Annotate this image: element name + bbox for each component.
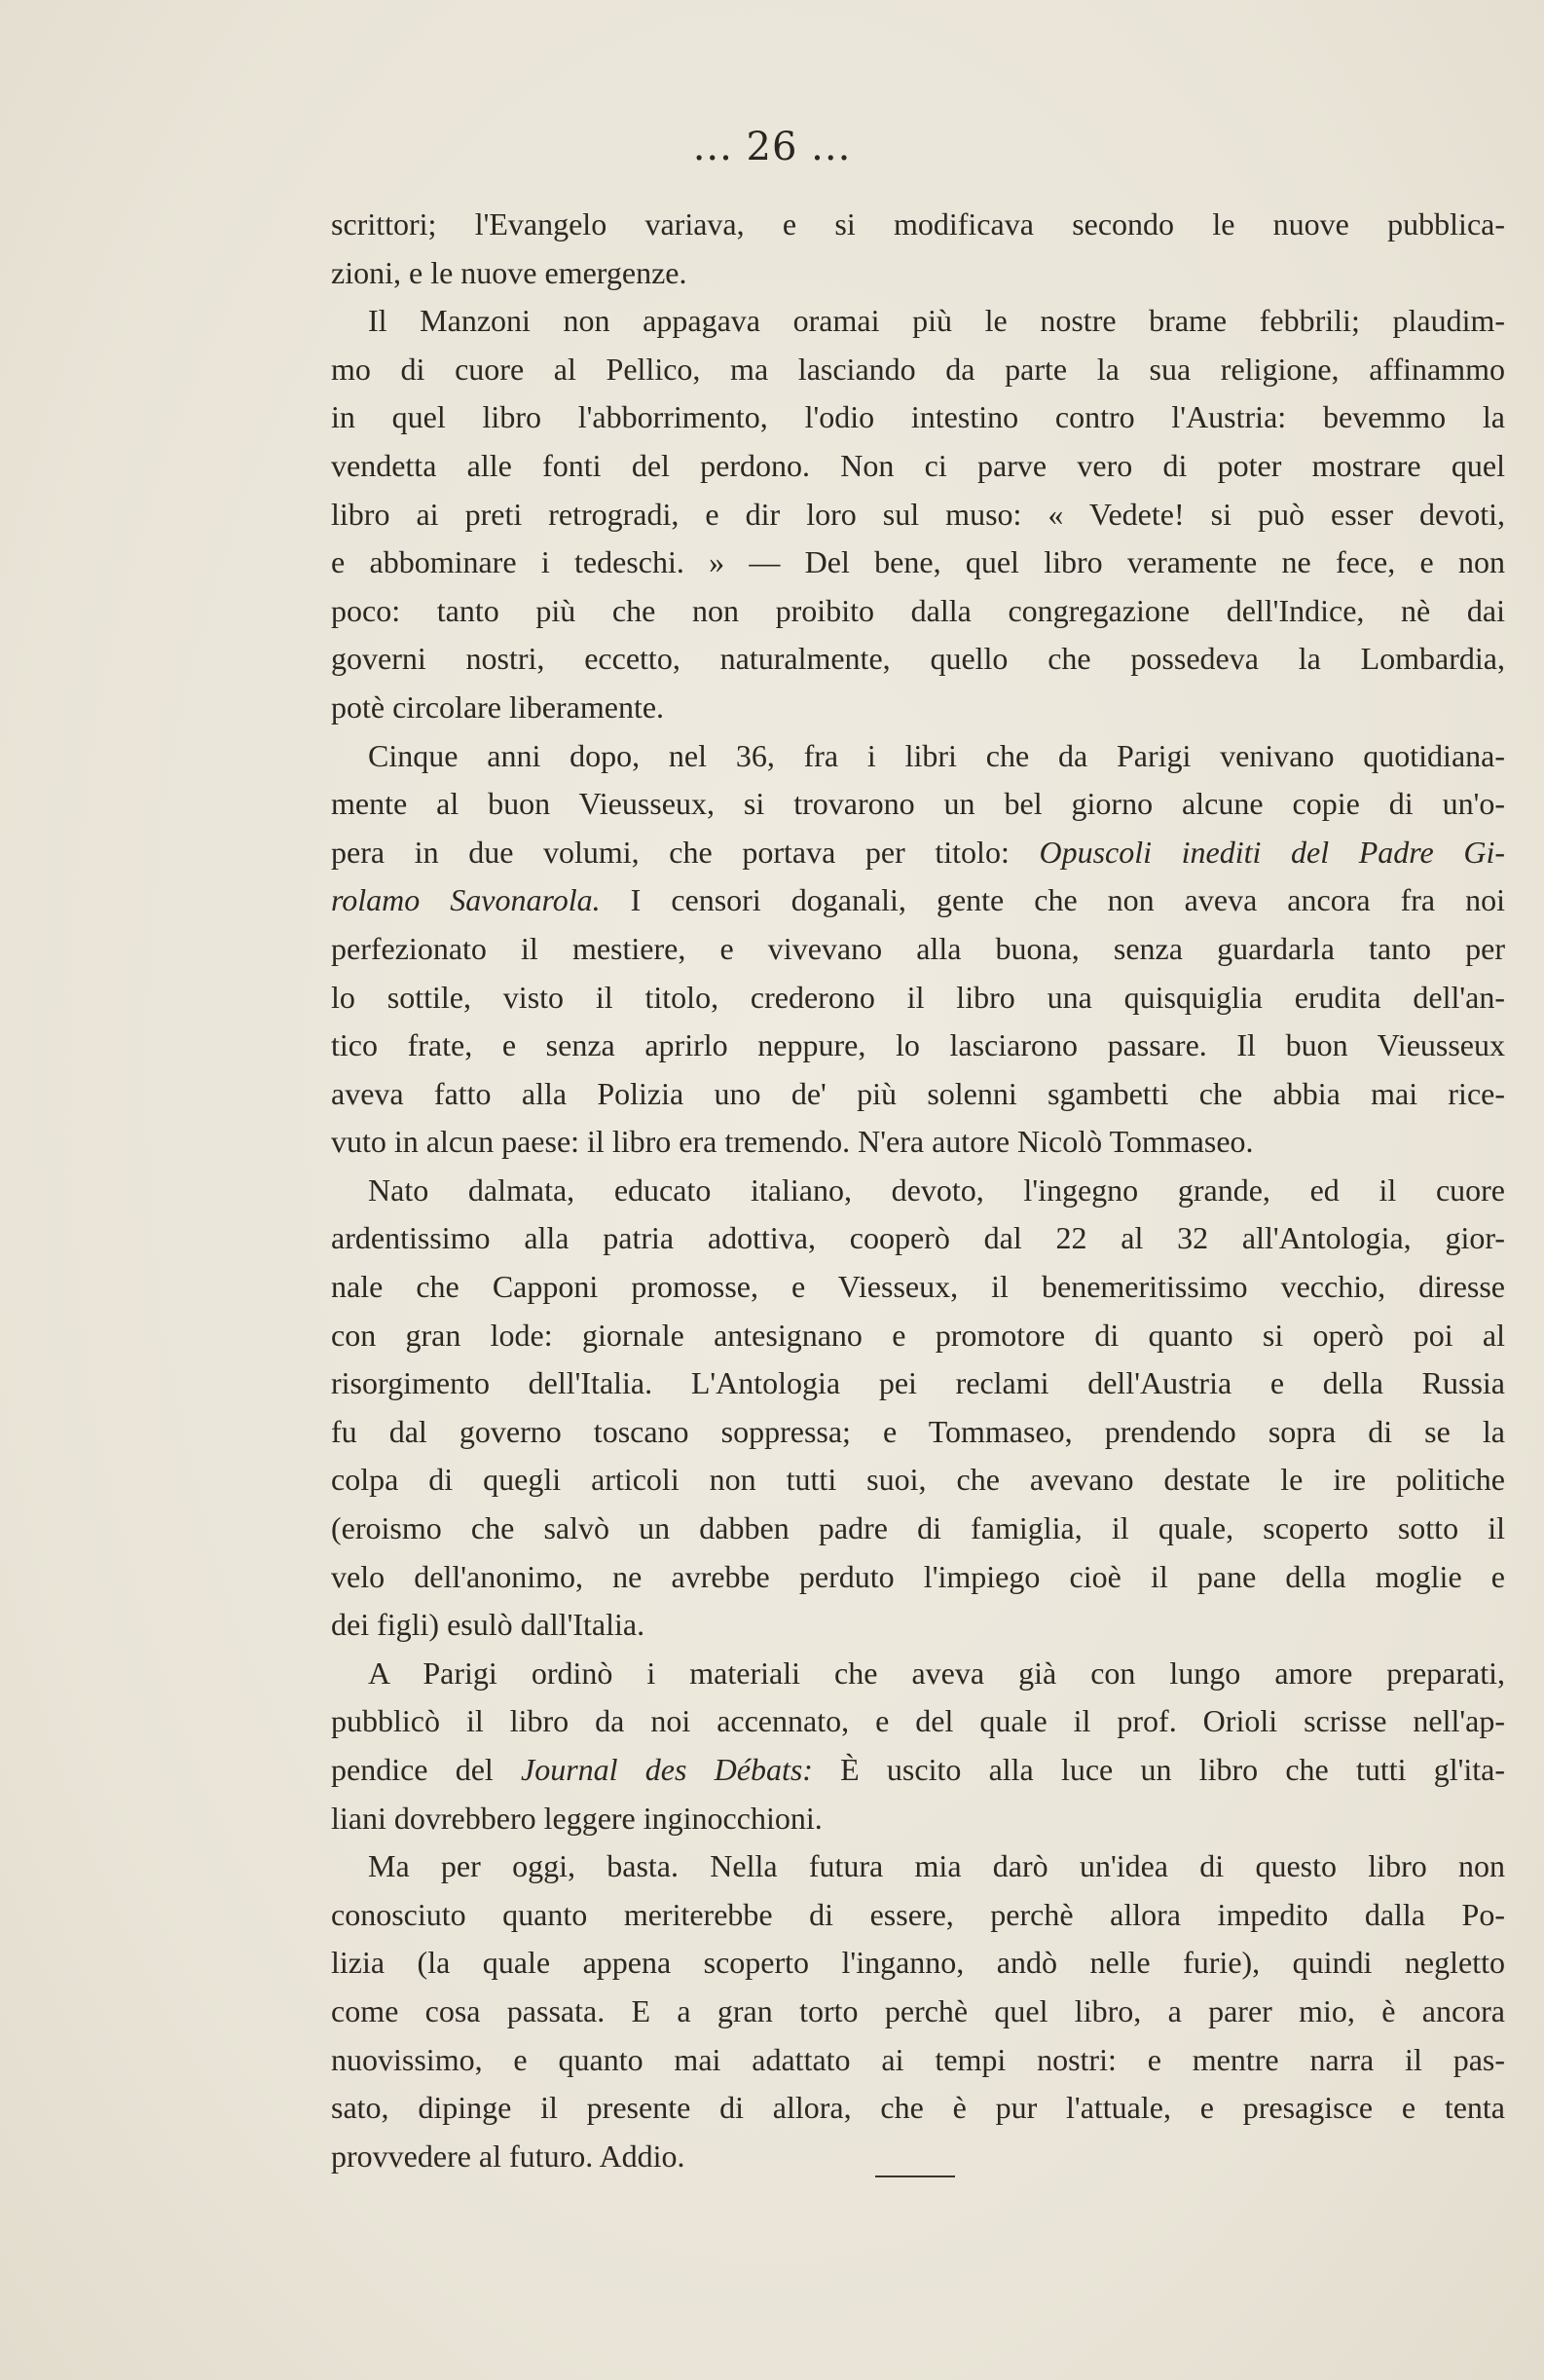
text-line	[331, 1022, 1505, 1070]
text-line	[331, 684, 1505, 732]
text-line	[331, 1263, 1505, 1312]
line-text: libro ai preti retrogradi, e dir loro sul muso: « Vedete! si può esser devoti,	[331, 496, 1505, 532]
text-line	[331, 1456, 1505, 1505]
text-line	[331, 297, 1505, 346]
text-line	[331, 1601, 1505, 1650]
closing-rule	[875, 2175, 955, 2177]
text-line	[331, 587, 1505, 636]
text-line	[331, 1167, 1505, 1215]
italic-title: Journal des Débats:	[521, 1752, 813, 1787]
line-text: e abbominare i tedeschi. » — Del bene, quel libro veramente ne fece, e non	[331, 544, 1505, 580]
text-line	[331, 1359, 1505, 1408]
text-line	[331, 1070, 1505, 1119]
text-line	[331, 1988, 1505, 2036]
line-text: sato, dipinge il presente di allora, che è pur l'attuale, e presagisce e tenta	[331, 2090, 1505, 2126]
text-line	[331, 732, 1505, 781]
line-text: colpa di quegli articoli non tutti suoi, che avevano destate le ire politiche	[331, 1462, 1505, 1498]
page-number: ... 26 ...	[692, 125, 852, 169]
line-text: Ma per oggi, basta. Nella futura mia darò un'idea di questo libro non	[368, 1848, 1505, 1884]
text-line	[331, 1795, 1505, 1843]
italic-title: rolamo Savonarola.	[331, 882, 601, 918]
line-text: provvedere al futuro. Addio.	[331, 2138, 685, 2174]
text-line	[331, 201, 1505, 249]
line-text: Il Manzoni non appagava oramai più le nostre brame febbrili; plaudim-	[368, 303, 1505, 339]
line-text: lizia (la quale appena scoperto l'inganno, andò nelle furie), quindi negletto	[331, 1945, 1505, 1981]
line-text: vuto in alcun paese: il libro era tremendo. N'era autore Nicolò Tommaseo.	[331, 1124, 1254, 1160]
text-line	[331, 1891, 1505, 1940]
line-text: risorgimento dell'Italia. L'Antologia pei reclami dell'Austria e della Russia	[331, 1365, 1505, 1401]
text-line	[331, 974, 1505, 1023]
text-line	[331, 491, 1505, 539]
line-text: liani dovrebbero leggere inginocchioni.	[331, 1800, 823, 1836]
line-text: mo di cuore al Pellico, ma lasciando da parte la sua religione, affinammo	[331, 351, 1505, 387]
text-line	[331, 249, 1505, 298]
text-line	[331, 780, 1505, 829]
text-line	[331, 1553, 1505, 1602]
line-text: fu dal governo toscano soppressa; e Tommaseo, prendendo sopra di se la	[331, 1413, 1505, 1449]
line-text: Cinque anni dopo, nel 36, fra i libri che da Parigi venivano quotidiana-	[368, 737, 1505, 773]
text-line	[331, 1939, 1505, 1988]
line-text: (eroismo che salvò un dabben padre di famiglia, il quale, scoperto sotto il	[331, 1510, 1505, 1546]
text-line	[331, 1214, 1505, 1263]
line-text: perfezionato il mestiere, e vivevano alla buona, senza guardarla tanto per	[331, 930, 1505, 966]
line-text: tico frate, e senza aprirlo neppure, lo lasciarono passare. Il buon Vieusseux	[331, 1027, 1505, 1063]
text-line	[331, 1842, 1505, 1891]
line-text: potè circolare liberamente.	[331, 688, 665, 725]
text-line	[331, 635, 1505, 684]
line-text: governi nostri, eccetto, naturalmente, quello che possedeva la Lombardia,	[331, 641, 1505, 677]
text-line	[331, 539, 1505, 587]
text-line	[331, 2036, 1505, 2085]
line-text: con gran lode: giornale antesignano e promotore di quanto si operò poi al	[331, 1317, 1505, 1353]
text-line	[331, 2084, 1505, 2133]
line-text: scrittori; l'Evangelo variava, e si modificava secondo le nuove pubblica-	[331, 206, 1505, 242]
line-text: poco: tanto più che non proibito dalla congregazione dell'Indice, nè dai	[331, 592, 1505, 628]
text-line	[331, 1118, 1505, 1167]
text-line	[331, 1505, 1505, 1553]
text-line	[331, 876, 1505, 925]
line-text: pendice del	[331, 1752, 522, 1787]
line-text: È uscito alla luce un libro che tutti gl'ita-	[812, 1752, 1506, 1787]
text-line	[331, 346, 1505, 394]
text-line	[331, 1697, 1505, 1746]
line-text: in quel libro l'abborrimento, l'odio intestino contro l'Austria: bevemmo la	[331, 399, 1505, 435]
line-text: I censori doganali, gente che non aveva ancora fra noi	[600, 882, 1506, 918]
line-text: come cosa passata. E a gran torto perchè quel libro, a parer mio, è ancora	[331, 1992, 1505, 2028]
text-line	[331, 925, 1505, 974]
text-line	[331, 1650, 1505, 1698]
line-text: aveva fatto alla Polizia uno de' più solenni sgambetti che abbia mai rice-	[331, 1075, 1505, 1111]
body-text	[331, 201, 1505, 2180]
line-text: Nato dalmata, educato italiano, devoto, l'ingegno grande, ed il cuore	[368, 1171, 1505, 1208]
line-text: zioni, e le nuove emergenze.	[331, 254, 687, 290]
line-text: lo sottile, visto il titolo, crederono il libro una quisquiglia erudita dell'an-	[331, 979, 1505, 1015]
text-line	[331, 1746, 1505, 1795]
line-text: nale che Capponi promosse, e Viesseux, il benemeritissimo vecchio, diresse	[331, 1269, 1505, 1305]
italic-title: Opuscoli inediti del Padre Gi-	[1039, 834, 1506, 870]
line-text: vendetta alle fonti del perdono. Non ci parve vero di poter mostrare quel	[331, 447, 1505, 483]
line-text: A Parigi ordinò i materiali che aveva già con lungo amore preparati,	[368, 1655, 1505, 1691]
text-line	[331, 829, 1505, 877]
line-text: dei figli) esulò dall'Italia.	[331, 1607, 645, 1643]
line-text: nuovissimo, e quanto mai adattato ai tempi nostri: e mentre narra il pas-	[331, 2041, 1505, 2077]
line-text: conosciuto quanto meriterebbe di essere, perchè allora impedito dalla Po-	[331, 1896, 1505, 1932]
line-text: mente al buon Vieusseux, si trovarono un bel giorno alcune copie di un'o-	[331, 786, 1505, 822]
text-line	[331, 393, 1505, 442]
line-text: ardentissimo alla patria adottiva, cooperò dal 22 al 32 all'Antologia, gior-	[331, 1220, 1505, 1256]
text-line	[331, 1408, 1505, 1457]
text-line	[331, 2133, 1505, 2181]
line-text: pubblicò il libro da noi accennato, e del quale il prof. Orioli scrisse nell'ap-	[331, 1703, 1505, 1739]
line-text: pera in due volumi, che portava per titolo:	[331, 834, 1040, 870]
text-line	[331, 442, 1505, 491]
line-text: velo dell'anonimo, ne avrebbe perduto l'impiego cioè il pane della moglie e	[331, 1558, 1505, 1594]
text-line	[331, 1312, 1505, 1360]
